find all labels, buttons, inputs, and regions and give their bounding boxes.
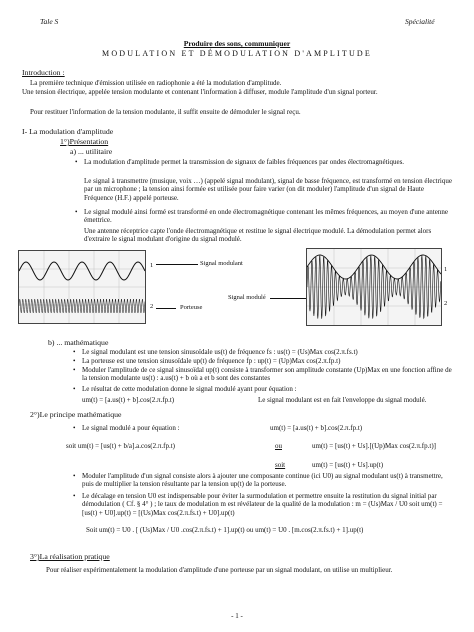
label-porteuse: Porteuse (180, 304, 203, 311)
math-porteuse: • La porteuse est une tension sinusoïdale up(t) de fréquence fp : up(t) = (Up)Max cos(2.π.fp.t) (82, 357, 456, 365)
principe-eq-final: um(t) = [us(t) + Us].up(t) (312, 461, 384, 469)
label-signal-module: Signal modulé (228, 294, 266, 301)
principe-eq-soit-u0: Soit um(t) = U0 . [ (Us)Max / U0 .cos(2.π.fs.t) + 1].up(t) ou um(t) = U0 . [m.cos(2.π.fs.t) + 1].up(t) (86, 526, 364, 534)
section-1a-heading: a) ... utilitaire (70, 147, 113, 156)
realisation-text: Pour réaliser expérimentalement la modulation d'amplitude d'une porteuse par un signal modulant, on utilise un multiplieur. (46, 566, 393, 574)
principe-eq-ou: um(t) = [us(t) + Us].[(Up)Max cos(2.π.fp.t)] (312, 442, 436, 450)
math-um-equation: um(t) = [a.us(t) + b].cos(2.π.fp.t) (82, 396, 175, 404)
intro-line-3: Pour restituer l'information de la tension modulante, il suffit ensuite de démoduler le signal reçu. (30, 108, 301, 116)
oscillogram-signal-module (306, 248, 442, 326)
arrow-porteuse (156, 308, 176, 309)
math-enveloppe: Le signal modulant est en fait l'enveloppe du signal modulé. (258, 396, 427, 404)
section-1-sub1: 1°)Présentation (60, 137, 109, 146)
header-right: Spécialité (405, 17, 435, 26)
math-modulant: • Le signal modulant est une tension sinusoïdale us(t) de fréquence fs : us(t) = (Us)Max cos(2.π.fs.t) (82, 348, 456, 356)
page-number: - 1 - (231, 612, 243, 620)
section-2-heading: 2°)Le principe mathématique (30, 410, 122, 419)
principe-moduler: • Moduler l'amplitude d'un signal consiste alors à ajouter une composante continue (ici U0) au signal modulant us(t) à transmettre, puis de multiplier la tension résultante par la tension up(t) de la porteuse. (82, 472, 456, 489)
intro-line-1: La première technique d'émission utilisée en radiophonie a été la modulation d'amplitude. (30, 79, 282, 87)
fig-label-1: 1 (150, 262, 154, 269)
header-left: Tale S (40, 17, 59, 26)
principe-eq-right: um(t) = [a.us(t) + b].cos(2.π.fp.t) (270, 424, 363, 432)
math-moduler: • Moduler l'amplitude de ce signal sinusoïdal up(t) consiste à transformer son amplitude constante (Up)Max en une fonction affine de la tension modulante us(t) : a.us(t) + b où a et b sont des constantes (82, 366, 456, 383)
para-reception: Une antenne réceptrice capte l'onde électromagnétique et restitue le signal électrique modulé. La démodulation permet alors d'extraire le signal modulant d'origine du signal modulé. (84, 227, 432, 244)
para-modulation-purpose: • La modulation d'amplitude permet la transmission de signaux de faibles fréquences par ondes électromagnétiques. (84, 158, 454, 166)
section-3-heading: 3°)La réalisation pratique (30, 552, 110, 561)
section-1-heading: I- La modulation d'amplitude (22, 127, 114, 136)
fig-label-1b: 1 (444, 266, 448, 273)
para-onde-em: • Le signal modulé ainsi formé est transformé en onde électromagnétique contenant les mêmes fréquences, au moyen d'une antenne émettrice. (84, 208, 454, 225)
fig-label-2: 2 (150, 303, 154, 310)
fig-label-2b: 2 (444, 300, 448, 307)
para-signal-transmission: Le signal à transmettre (musique, voix …) (appelé signal modulant), signal de basse fréquence, est transformé en tension électrique par un microphone ; la tension ainsi formée est utilisée pour faire varier (on dit moduler) l'amplitude d'un signal de Haute Fréquence (H.F.) appelé porteuse. (84, 177, 452, 202)
section-1b-heading: b) ... mathématique (48, 338, 109, 347)
principe-ou: ou (275, 442, 282, 450)
page-subtitle: MODULATION ET DÉMODULATION D'AMPLITUDE (102, 49, 372, 58)
modulated-svg (307, 249, 441, 325)
intro-line-2: Une tension électrique, appelée tension modulante et contenant l'information à diffuser, module l'amplitude d'un signal porteur. (22, 88, 378, 96)
page-title: Produire des sons, communiquer (183, 39, 291, 48)
intro-heading: Introduction : (22, 68, 65, 77)
arrow-modulant (156, 264, 198, 265)
oscillogram-modulant-porteuse (18, 250, 146, 324)
principe-decalage: • Le décalage en tension U0 est indispensable pour éviter la surmodulation et permettre ensuite la restitution du signal initial par démodulation ( Cf. § 4° ) ; le taux de modulation m est révélateur de la qualité de la modulation : m = (Us)Max / U0 soit um(t) = [us(t) + U0].up(t) = [(Us)Max cos(2.π.fs.t) + U0].up(t) (82, 492, 456, 517)
principe-eq-soit: soit um(t) = [us(t) + b/a].a.cos(2.π.fp.t) (66, 442, 176, 450)
math-resultat: • Le résultat de cette modulation donne le signal modulé ayant pour équation : (82, 385, 456, 393)
label-signal-modulant: Signal modulant (200, 260, 243, 267)
arrow-signal-module (270, 298, 306, 299)
oscillogram-svg (19, 251, 145, 323)
principe-soit: soit (275, 461, 286, 469)
principe-eq-intro: • Le signal modulé a pour équation : (82, 424, 180, 432)
